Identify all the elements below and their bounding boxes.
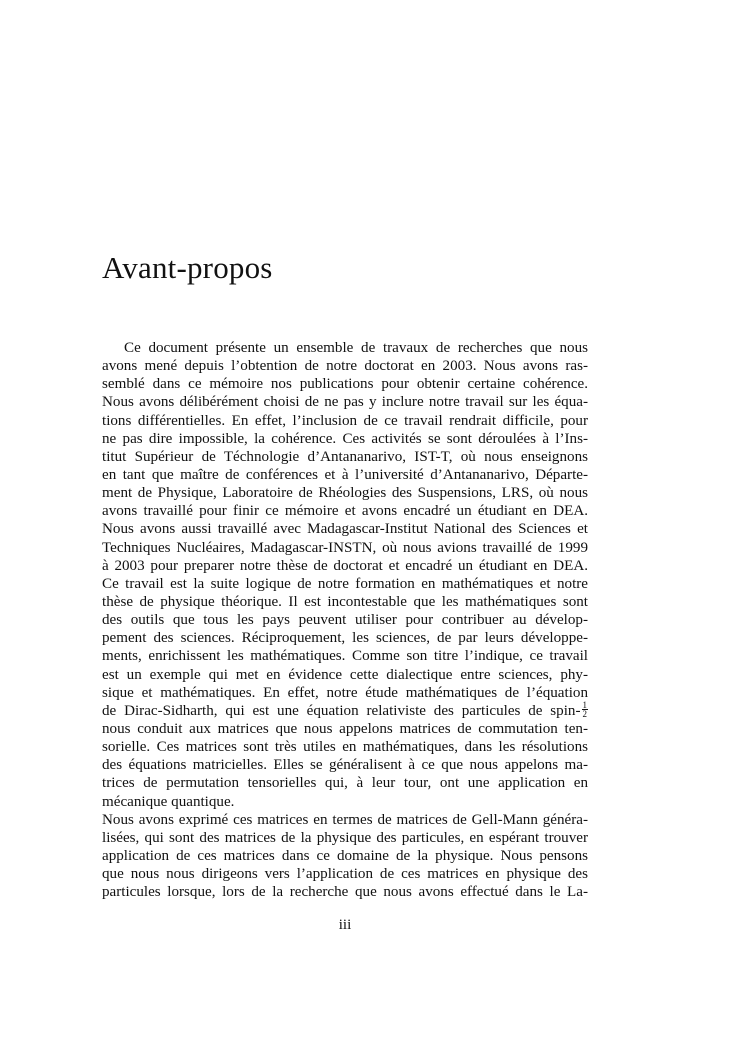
fraction-denominator: 2 bbox=[582, 708, 587, 719]
text-line: que nous nous dirigeons vers l’application de ces matrices en physique des bbox=[102, 866, 588, 883]
text-line: est un exemple qui met en évidence cette dialectique entre sciences, phy- bbox=[102, 666, 588, 683]
paragraph-intro bbox=[102, 339, 588, 811]
text-line: titut Supérieur de Téchnologie d’Antananarivo, IST-T, où nous enseignons bbox=[102, 448, 588, 465]
text-line: trices de permutation tensorielles qui, à leur tour, ont une application en bbox=[102, 775, 588, 792]
text-line: à 2003 pour preparer notre thèse de doctorat et encadré un étudiant en DEA. bbox=[102, 557, 588, 574]
fraction-numerator: 1 bbox=[582, 699, 587, 710]
paragraph-gell-mann bbox=[102, 811, 588, 902]
text-line: semblé dans ce mémoire nos publications pour obtenir certaine cohérence. bbox=[102, 376, 588, 393]
text-line: application de ces matrices dans ce domaine de la physique. Nous pensons bbox=[102, 847, 588, 864]
spin-fraction bbox=[582, 701, 589, 718]
text-line: ment de Physique, Laboratoire de Rhéologies des Suspensions, LRS, où nous bbox=[102, 485, 588, 502]
text-line: sique et mathématiques. En effet, notre étude mathématiques de l’équation bbox=[102, 684, 588, 701]
text-line-with-fraction bbox=[102, 699, 588, 720]
text-line: en tant que maître de conférences et à l’université d’Antananarivo, Départe- bbox=[102, 466, 588, 483]
body-text bbox=[102, 339, 588, 901]
text-line: tions différentielles. En effet, l’inclusion de ce travail rendrait difficile, pour bbox=[102, 412, 588, 429]
text-line: Ce document présente un ensemble de travaux de recherches que nous bbox=[124, 340, 588, 356]
text-line: Techniques Nucléaires, Madagascar-INSTN, où nous avions travaillé de 1999 bbox=[102, 539, 588, 556]
chapter-title: Avant-propos bbox=[102, 250, 273, 285]
text-line: Nous avons aussi travaillé avec Madagascar-Institut National des Sciences et bbox=[102, 521, 588, 538]
text-line: Ce travail est la suite logique de notre formation en mathématiques et notre bbox=[102, 575, 588, 592]
text-line: mécanique quantique. bbox=[102, 793, 235, 810]
text-line: pement des sciences. Réciproquement, les sciences, de par leurs développe- bbox=[102, 630, 588, 647]
text-line: ments, enrichissent les mathématiques. Comme son titre l’indique, ce travail bbox=[102, 648, 588, 665]
text-line: Nous avons délibérément choisi de ne pas y inclure notre travail sur les équa- bbox=[102, 394, 588, 411]
text-line: avons travaillé pour finir ce mémoire et avons encadré un étudiant en DEA. bbox=[102, 503, 588, 520]
text-line: Nous avons exprimé ces matrices en termes de matrices de Gell-Mann généra- bbox=[102, 811, 588, 828]
text-line: lisées, qui sont des matrices de la physique des particules, en espérant trouver bbox=[102, 829, 588, 846]
text-line: particules lorsque, lors de la recherche que nous avons effectué dans le La- bbox=[102, 884, 588, 901]
page-number: iii bbox=[338, 917, 352, 933]
text-line: des équations matricielles. Elles se généralisent à ce que nous appelons ma- bbox=[102, 757, 588, 774]
text-line: thèse de physique théorique. Il est incontestable que les mathématiques sont bbox=[102, 593, 588, 610]
text-line-segment: de Dirac-Sidharth, qui est une équation relativiste des particules de spin- bbox=[102, 702, 581, 719]
text-line: ne pas dire impossible, la cohérence. Ces activités se sont déroulées à l’Ins- bbox=[102, 430, 588, 447]
text-line: nous conduit aux matrices que nous appelons matrices de commutation ten- bbox=[102, 720, 588, 737]
text-line: des outils que tous les pays peuvent utiliser pour contribuer au dévelop- bbox=[102, 612, 588, 629]
text-line: sorielle. Ces matrices sont très utiles en mathématiques, dans les résolutions bbox=[102, 739, 588, 756]
text-line: avons mené depuis l’obtention de notre doctorat en 2003. Nous avons ras- bbox=[102, 358, 588, 375]
